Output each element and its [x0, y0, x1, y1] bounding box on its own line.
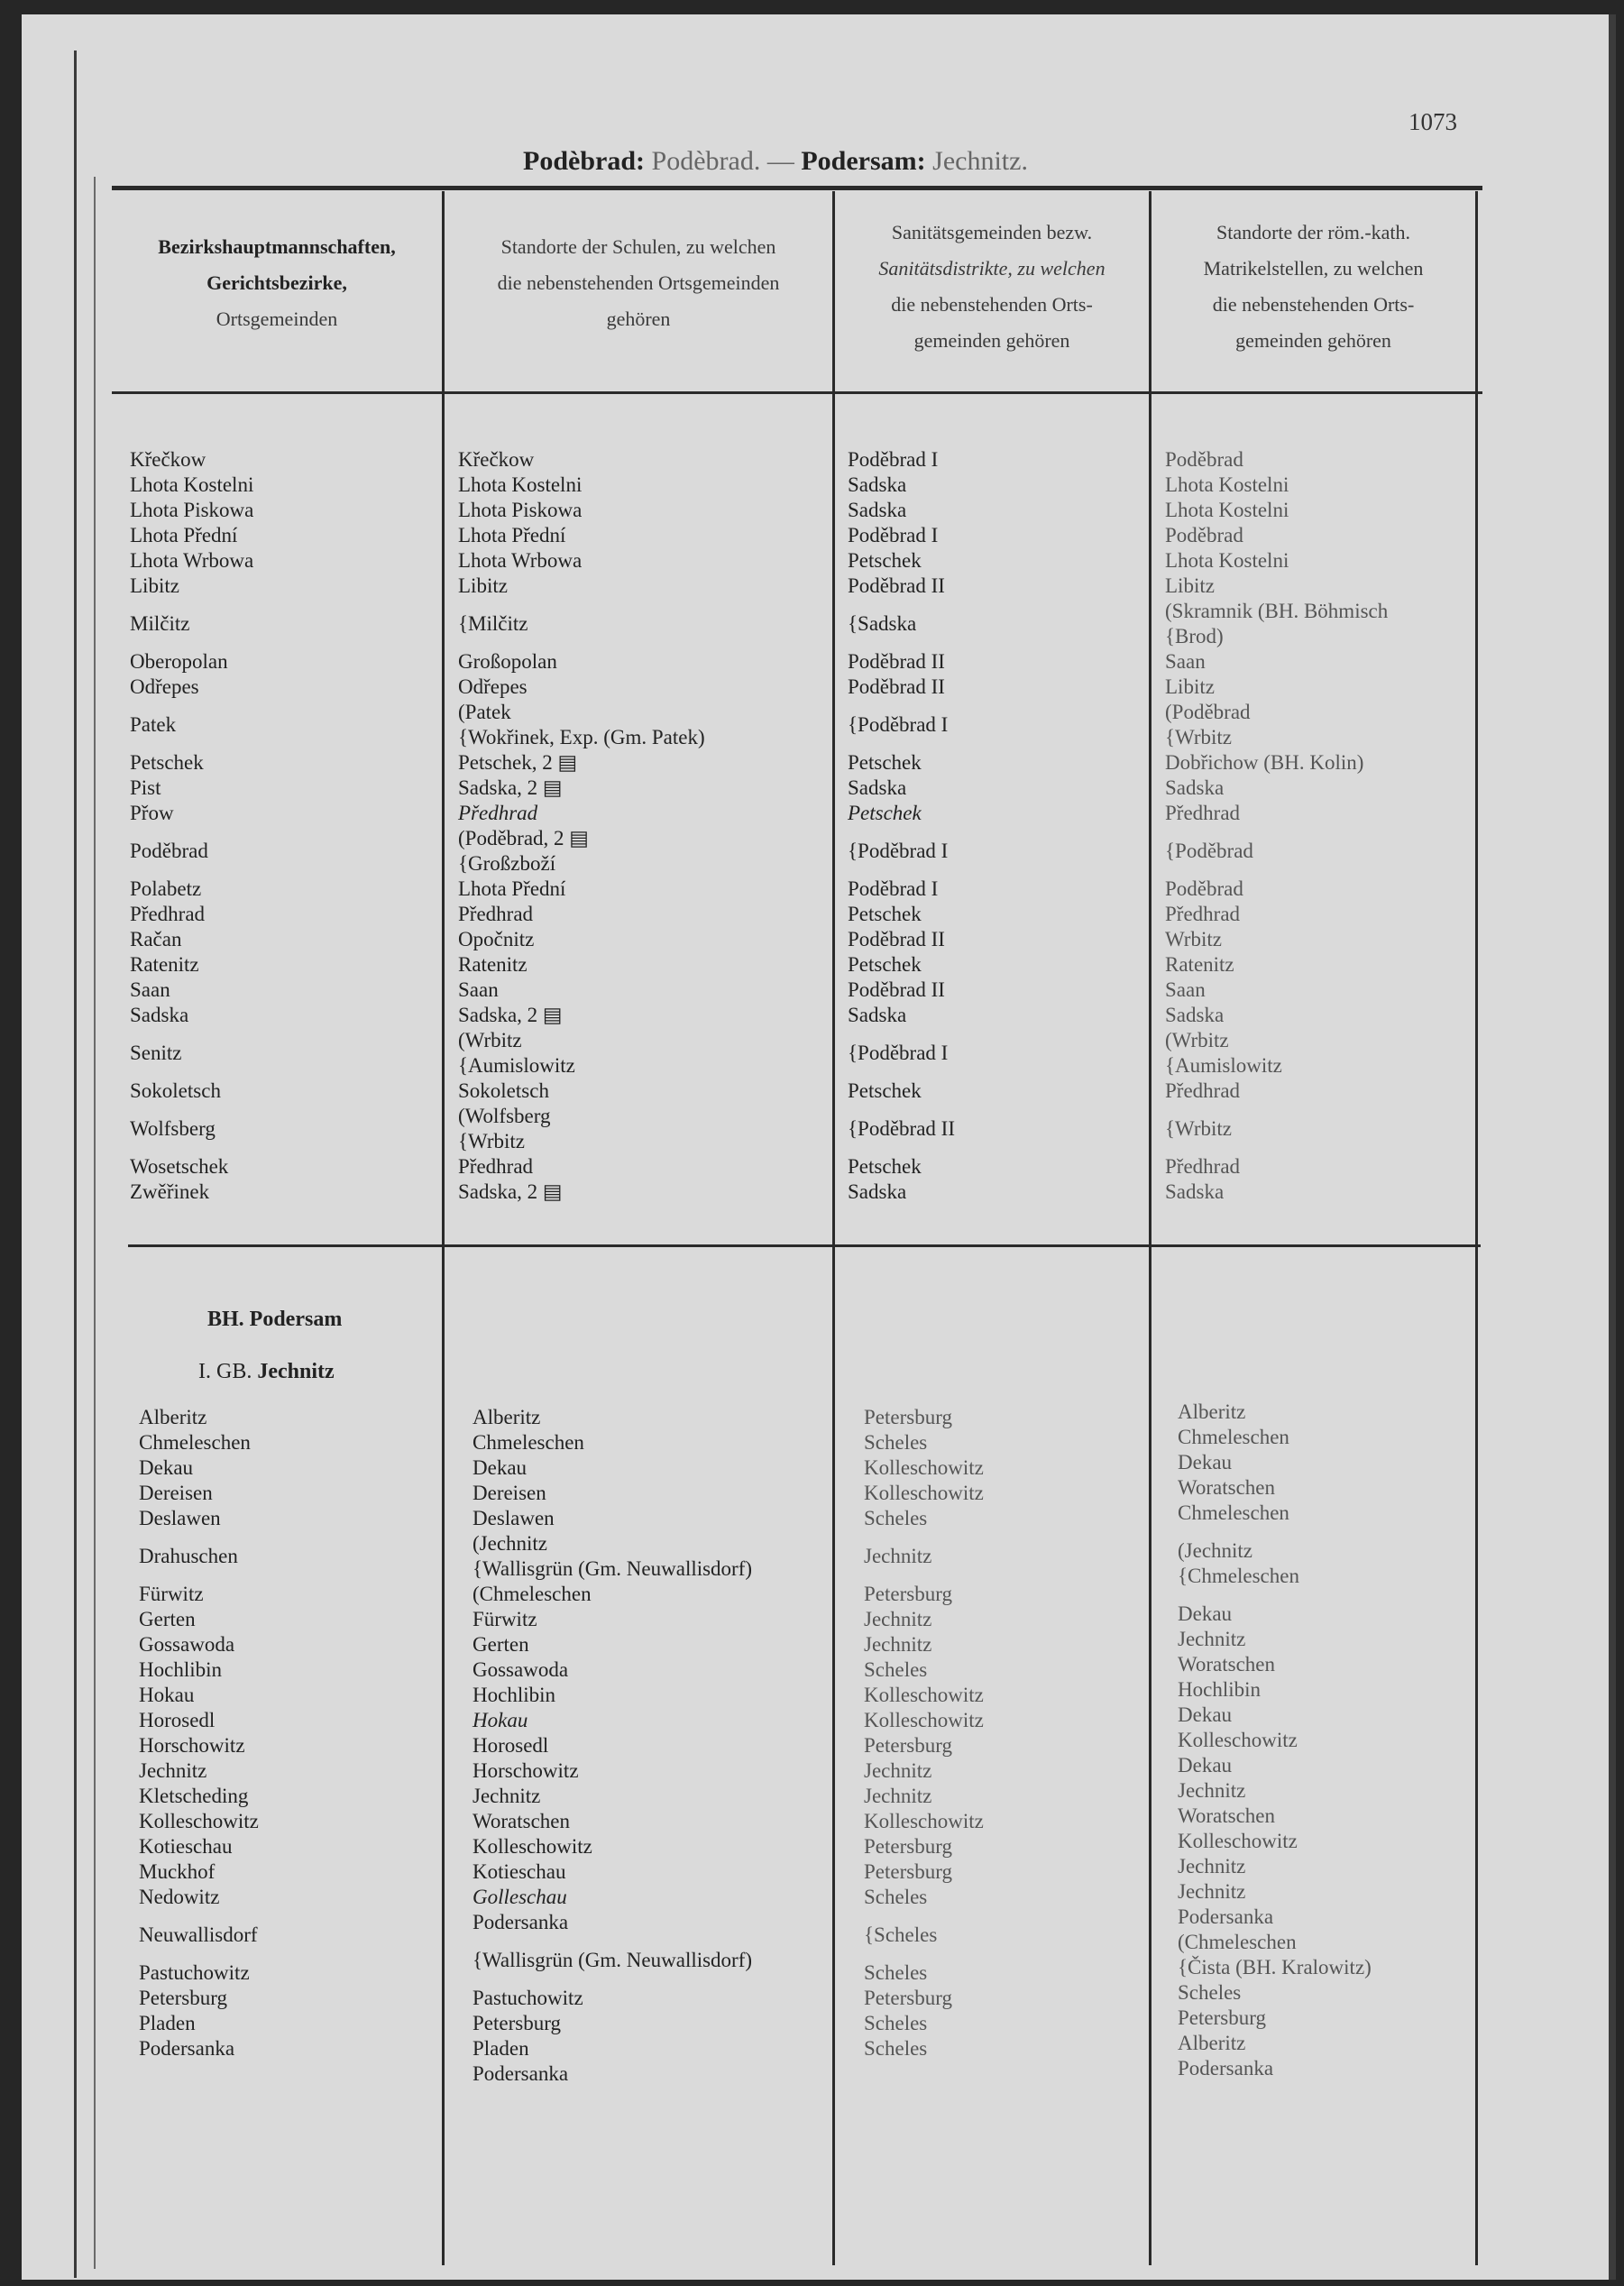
table-cell: {Wrbitz — [458, 1130, 525, 1152]
table-cell: Petschek — [848, 751, 922, 774]
table-cell: Sadska — [848, 473, 907, 496]
table-cell: Woratschen — [1178, 1804, 1275, 1827]
table-cell: {Scheles — [864, 1923, 938, 1946]
section1-parish-registers — [1165, 447, 1388, 1205]
header-line: Matrikelstellen, zu welchen — [1203, 257, 1424, 280]
table-cell: Gossawoda — [139, 1633, 235, 1656]
table-cell: Kotieschau — [473, 1860, 566, 1883]
header-line: die nebenstehenden Orts- — [1212, 293, 1415, 316]
table-cell: Pastuchowitz — [139, 1961, 250, 1984]
table-cell: {Poděbrad I — [848, 840, 949, 862]
table-cell: Lhota Kostelni — [130, 473, 254, 496]
section2-parish-registers — [1178, 1400, 1372, 2081]
table-cell: Lhota Wrbowa — [130, 549, 254, 572]
table-cell: Jechnitz — [1178, 1628, 1246, 1650]
table-cell: Kletscheding — [139, 1785, 249, 1807]
court-name: Jechnitz — [257, 1360, 335, 1383]
table-cell: {Großzboží — [458, 852, 556, 875]
table-cell: Odřepes — [130, 675, 199, 698]
table-cell: Lhota Kostelni — [1165, 549, 1289, 572]
table-cell: Alberitz — [1178, 2032, 1246, 2054]
table-cell: Scheles — [864, 1507, 928, 1529]
row-spacer — [864, 1948, 984, 1960]
table-cell: Petschek — [848, 903, 922, 925]
table-cell: Předhrad — [130, 903, 206, 925]
table-cell: Poděbrad I — [848, 448, 939, 471]
table-cell: Gerten — [473, 1633, 529, 1656]
table-cell: Jechnitz — [864, 1545, 932, 1567]
table-cell: Libitz — [458, 574, 508, 597]
header-line: die nebenstehenden Orts- — [891, 293, 1093, 316]
row-spacer — [139, 1948, 259, 1960]
table-cell: Poděbrad — [1165, 877, 1243, 900]
table-cell: (Chmeleschen — [473, 1583, 592, 1605]
table-cell: Jechnitz — [864, 1633, 932, 1656]
table-cell: (Poděbrad — [1165, 701, 1251, 723]
table-cell: Horschowitz — [139, 1734, 245, 1757]
row-spacer — [848, 1104, 955, 1116]
table-cell: Opočnitz — [458, 928, 535, 950]
table-cell: Sadska — [1165, 776, 1225, 799]
row-spacer — [130, 637, 253, 649]
table-cell: Petersburg — [139, 1987, 227, 2009]
table-cell: Alberitz — [139, 1406, 207, 1428]
row-spacer — [1165, 1104, 1388, 1116]
table-cell: Hochlibin — [1178, 1678, 1261, 1701]
page-number: 1073 — [1408, 108, 1457, 135]
row-spacer — [130, 1066, 253, 1079]
table-cell: Kolleschowitz — [139, 1810, 259, 1832]
row-spacer — [1165, 826, 1388, 839]
table-cell: Sokoletsch — [130, 1079, 221, 1102]
table-cell: (Jechnitz — [1178, 1539, 1253, 1562]
row-spacer — [130, 1028, 253, 1041]
table-cell: Chmeleschen — [1178, 1426, 1289, 1448]
header-col2 — [445, 229, 832, 337]
row-spacer — [848, 864, 955, 877]
table-cell: Poděbrad I — [848, 524, 939, 546]
header-line: Gerichtsbezirke, — [206, 271, 347, 294]
table-cell: Dereisen — [473, 1482, 546, 1504]
table-cell: Jechnitz — [1178, 1779, 1246, 1802]
table-cell: Jechnitz — [1178, 1880, 1246, 1903]
row-spacer — [848, 738, 955, 750]
table-cell: Jechnitz — [473, 1785, 541, 1807]
table-cell: Horschowitz — [473, 1759, 579, 1782]
table-cell: {Aumislowitz — [458, 1054, 575, 1077]
table-cell: Hokau — [473, 1709, 528, 1731]
table-cell: Neuwallisdorf — [139, 1923, 258, 1946]
table-cell: Saan — [458, 978, 499, 1001]
running-head-district-2: Podersam: — [801, 146, 926, 176]
table-cell: Kotieschau — [139, 1835, 233, 1858]
table-cell: Podersanka — [1178, 2057, 1274, 2079]
running-head-court-1: Podèbrad. — [651, 146, 761, 176]
table-cell: {Chmeleschen — [1178, 1565, 1299, 1587]
table-cell: (Skramnik (BH. Böhmisch — [1165, 600, 1389, 622]
header-col3 — [835, 215, 1149, 359]
table-cell: Dekau — [473, 1456, 528, 1479]
table-cell: Horosedl — [139, 1709, 216, 1731]
table-cell: Kolleschowitz — [473, 1835, 592, 1858]
table-cell: Dekau — [139, 1456, 194, 1479]
table-cell: Lhota Piskowa — [130, 499, 254, 521]
row-spacer — [864, 1910, 984, 1923]
column-rule — [1475, 191, 1478, 2265]
table-cell: {Poděbrad I — [848, 713, 949, 736]
table-cell: Petersburg — [1178, 2006, 1266, 2029]
table-cell: {Wrbitz — [1165, 1117, 1232, 1140]
table-cell: Horosedl — [473, 1734, 549, 1757]
table-cell: Ratenitz — [458, 953, 528, 976]
table-cell: Alberitz — [473, 1406, 541, 1428]
table-cell: Poděbrad II — [848, 675, 945, 698]
header-line: Sanitätsgemeinden bezw. — [891, 221, 1093, 243]
table-cell: Přow — [130, 802, 174, 824]
table-cell: Hochlibin — [139, 1658, 222, 1681]
table-cell: Gerten — [139, 1608, 196, 1630]
court-heading — [198, 1360, 335, 1384]
table-cell: Petersburg — [864, 1583, 952, 1605]
row-spacer — [848, 599, 955, 611]
table-cell: (Wolfsberg — [458, 1105, 551, 1127]
row-spacer — [1165, 864, 1388, 877]
table-cell: Muckhof — [139, 1860, 216, 1883]
section2-school-locations — [473, 1405, 752, 2087]
table-cell: Sadska — [848, 1180, 907, 1203]
row-spacer — [864, 1569, 984, 1582]
row-spacer — [139, 1569, 259, 1582]
table-cell: Saan — [1165, 650, 1206, 673]
row-spacer — [130, 738, 253, 750]
table-cell: Fürwitz — [139, 1583, 204, 1605]
running-head — [22, 146, 1529, 177]
table-cell: Sadska — [848, 499, 907, 521]
table-cell: Ratenitz — [130, 953, 199, 976]
table-cell: Poděbrad II — [848, 928, 945, 950]
table-cell: {Poděbrad II — [848, 1117, 955, 1140]
table-cell: Hokau — [139, 1684, 195, 1706]
table-cell: {Wrbitz — [1165, 726, 1232, 748]
table-cell: {Aumislowitz — [1165, 1054, 1282, 1077]
header-line: Bezirkshauptmannschaften, — [158, 235, 396, 258]
row-spacer — [130, 700, 253, 712]
table-cell: Poděbrad — [130, 840, 208, 862]
binding-line — [74, 50, 77, 2278]
table-cell: Podersanka — [473, 2062, 569, 2085]
table-cell: Libitz — [1165, 675, 1215, 698]
table-cell: (Jechnitz — [473, 1532, 548, 1555]
row-spacer — [848, 826, 955, 839]
document-page — [22, 14, 1616, 2280]
table-cell: Předhrad — [1165, 1155, 1241, 1178]
table-header-rule — [112, 391, 1482, 394]
table-cell: Poděbrad II — [848, 574, 945, 597]
table-cell: Lhota Wrbowa — [458, 549, 583, 572]
table-cell: {Wallisgrün (Gm. Neuwallisdorf) — [473, 1557, 753, 1580]
district-heading: BH. Podersam — [207, 1308, 343, 1331]
row-spacer — [130, 1142, 253, 1154]
table-cell: Pladen — [473, 2037, 529, 2060]
table-cell: Petschek — [848, 802, 922, 824]
table-cell: Sadska, 2 ▤ — [458, 776, 563, 799]
table-cell: (Wrbitz — [458, 1029, 522, 1051]
table-cell: Großopolan — [458, 650, 557, 673]
table-cell: Petersburg — [864, 1734, 952, 1757]
table-cell: Petschek, 2 ▤ — [458, 751, 578, 774]
section1-sanitary-districts — [848, 447, 955, 1205]
table-cell: Předhrad — [1165, 903, 1241, 925]
table-cell: Petschek — [130, 751, 204, 774]
table-cell: Předhrad — [458, 802, 538, 824]
table-cell: Odřepes — [458, 675, 528, 698]
row-spacer — [1178, 1589, 1372, 1602]
table-cell: Drahuschen — [139, 1545, 238, 1567]
table-cell: {Wallisgrün (Gm. Neuwallisdorf) — [473, 1949, 753, 1971]
table-cell: Milčitz — [130, 612, 190, 635]
table-cell: Woratschen — [473, 1810, 570, 1832]
table-cell: Předhrad — [1165, 802, 1241, 824]
header-line: gemeinden gehören — [913, 329, 1070, 352]
table-cell: Pastuchowitz — [473, 1987, 583, 2009]
table-cell: Wosetschek — [130, 1155, 229, 1178]
section1-school-locations — [458, 447, 705, 1205]
header-line: gemeinden gehören — [1235, 329, 1391, 352]
column-rule — [832, 191, 835, 2265]
table-cell: Křečkow — [130, 448, 206, 471]
table-cell: Kolleschowitz — [864, 1684, 984, 1706]
table-cell: Dobřichow (BH. Kolin) — [1165, 751, 1364, 774]
row-spacer — [473, 1935, 752, 1948]
table-cell: Scheles — [864, 1658, 928, 1681]
section1-municipalities — [130, 447, 253, 1205]
table-cell: Dekau — [1178, 1602, 1233, 1625]
table-cell: Kolleschowitz — [1178, 1830, 1298, 1852]
table-cell: Sadska, 2 ▤ — [458, 1004, 563, 1026]
row-spacer — [1165, 1142, 1388, 1154]
table-cell: Scheles — [864, 1961, 928, 1984]
table-cell: Předhrad — [458, 903, 534, 925]
table-cell: Lhota Přední — [458, 524, 566, 546]
table-cell: Lhota Kostelni — [1165, 473, 1289, 496]
running-head-court-2: Jechnitz. — [932, 146, 1028, 176]
table-cell: Lhota Přední — [458, 877, 566, 900]
table-cell: Ratenitz — [1165, 953, 1234, 976]
table-cell: Kolleschowitz — [864, 1456, 984, 1479]
table-cell: Dekau — [1178, 1703, 1233, 1726]
header-line: Standorte der Schulen, zu welchen — [500, 235, 776, 258]
row-spacer — [473, 1973, 752, 1986]
row-spacer — [130, 826, 253, 839]
table-cell: Petschek — [848, 1155, 922, 1178]
table-cell: Scheles — [864, 2012, 928, 2034]
table-cell: Chmeleschen — [1178, 1501, 1289, 1524]
column-rule — [1149, 191, 1151, 2265]
table-cell: Sokoletsch — [458, 1079, 549, 1102]
row-spacer — [139, 1531, 259, 1544]
table-cell: {Wokřinek, Exp. (Gm. Patek) — [458, 726, 705, 748]
table-cell: Woratschen — [1178, 1653, 1275, 1675]
table-cell: Libitz — [130, 574, 179, 597]
table-cell: Nedowitz — [139, 1886, 220, 1908]
table-cell: Jechnitz — [139, 1759, 207, 1782]
table-cell: Hochlibin — [473, 1684, 555, 1706]
table-cell: Sadska — [1165, 1004, 1225, 1026]
table-cell: Scheles — [1178, 1981, 1242, 2004]
table-cell: Lhota Piskowa — [458, 499, 583, 521]
row-spacer — [130, 1104, 253, 1116]
row-spacer — [130, 864, 253, 877]
table-cell: Scheles — [864, 1886, 928, 1908]
table-cell: Sadska — [130, 1004, 189, 1026]
table-cell: Pladen — [139, 2012, 196, 2034]
table-cell: Deslawen — [473, 1507, 555, 1529]
table-cell: Petersburg — [864, 1406, 952, 1428]
row-spacer — [139, 1910, 259, 1923]
table-cell: Senitz — [130, 1042, 182, 1064]
table-cell: Poděbrad — [1165, 524, 1243, 546]
table-cell: (Patek — [458, 701, 511, 723]
table-cell: Petersburg — [864, 1987, 952, 2009]
table-cell: {Brod) — [1165, 625, 1224, 647]
header-line: Sanitätsdistrikte, zu welchen — [878, 257, 1106, 280]
table-cell: Sadska — [848, 1004, 907, 1026]
table-cell: Woratschen — [1178, 1476, 1275, 1499]
table-cell: {Poděbrad I — [848, 1042, 949, 1064]
row-spacer — [848, 700, 955, 712]
table-cell: Golleschau — [473, 1886, 567, 1908]
table-cell: Alberitz — [1178, 1400, 1246, 1423]
row-spacer — [864, 1531, 984, 1544]
running-head-district-1: Podèbrad: — [523, 146, 646, 176]
table-cell: Poděbrad II — [848, 978, 945, 1001]
row-spacer — [848, 1066, 955, 1079]
column-rule — [442, 191, 445, 2265]
table-cell: Scheles — [864, 1431, 928, 1454]
table-cell: Pist — [130, 776, 161, 799]
table-cell: Fürwitz — [473, 1608, 537, 1630]
table-cell: Předhrad — [1165, 1079, 1241, 1102]
table-cell: Poděbrad II — [848, 650, 945, 673]
table-cell: {Sadska — [848, 612, 917, 635]
table-cell: Petersburg — [864, 1860, 952, 1883]
binding-line — [94, 177, 96, 2269]
table-cell: Deslawen — [139, 1507, 221, 1529]
running-head-separator: — — [766, 146, 794, 176]
table-cell: Chmeleschen — [473, 1431, 584, 1454]
table-cell: Sadska, 2 ▤ — [458, 1180, 563, 1203]
table-cell: Polabetz — [130, 877, 202, 900]
table-cell: Dekau — [1178, 1451, 1233, 1474]
page-edge — [1609, 14, 1616, 2280]
row-spacer — [848, 1028, 955, 1041]
table-cell: Podersanka — [139, 2037, 235, 2060]
table-cell: Petschek — [848, 1079, 922, 1102]
table-cell: Wrbitz — [1165, 928, 1222, 950]
table-cell: (Poděbrad, 2 ▤ — [458, 827, 590, 849]
header-line: Standorte der röm.-kath. — [1216, 221, 1411, 243]
table-cell: Kolleschowitz — [864, 1810, 984, 1832]
row-spacer — [1178, 1526, 1372, 1538]
table-cell: Podersanka — [473, 1911, 569, 1933]
table-cell: Wolfsberg — [130, 1117, 216, 1140]
table-cell: {Milčitz — [458, 612, 528, 635]
table-cell: Petersburg — [864, 1835, 952, 1858]
table-cell: Petschek — [848, 953, 922, 976]
table-cell: Saan — [130, 978, 170, 1001]
row-spacer — [458, 599, 705, 611]
table-cell: Poděbrad I — [848, 877, 939, 900]
table-cell: Křečkow — [458, 448, 535, 471]
table-cell: Lhota Kostelni — [1165, 499, 1289, 521]
table-cell: Saan — [1165, 978, 1206, 1001]
table-cell: Předhrad — [458, 1155, 534, 1178]
table-cell: Jechnitz — [864, 1759, 932, 1782]
table-cell: Lhota Přední — [130, 524, 238, 546]
header-col4 — [1151, 215, 1475, 359]
header-line: Ortsgemeinden — [216, 308, 338, 330]
header-line: die nebenstehenden Ortsgemeinden — [497, 271, 780, 294]
table-cell: {Čista (BH. Kralowitz) — [1178, 1956, 1372, 1978]
table-cell: Petersburg — [473, 2012, 561, 2034]
row-spacer — [848, 637, 955, 649]
table-cell: Račan — [130, 928, 182, 950]
table-cell: Kolleschowitz — [1178, 1729, 1298, 1751]
table-cell: Kolleschowitz — [864, 1709, 984, 1731]
table-cell: Podersanka — [1178, 1905, 1274, 1928]
section2-municipalities — [139, 1405, 259, 2061]
table-cell: {Poděbrad — [1165, 840, 1253, 862]
table-cell: Sadska — [848, 776, 907, 799]
header-line: gehören — [606, 308, 671, 330]
table-cell: Patek — [130, 713, 177, 736]
table-cell: Zwěřinek — [130, 1180, 210, 1203]
table-cell: Oberopolan — [130, 650, 228, 673]
table-cell: Jechnitz — [864, 1785, 932, 1807]
table-cell: Dekau — [1178, 1754, 1233, 1776]
section-rule — [128, 1244, 1481, 1247]
table-cell: Poděbrad — [1165, 448, 1243, 471]
table-cell: Chmeleschen — [139, 1431, 251, 1454]
table-cell: Sadska — [1165, 1180, 1225, 1203]
row-spacer — [458, 637, 705, 649]
row-spacer — [130, 599, 253, 611]
table-cell: Libitz — [1165, 574, 1215, 597]
table-cell: Kolleschowitz — [864, 1482, 984, 1504]
table-cell: Gossawoda — [473, 1658, 569, 1681]
table-cell: Petschek — [848, 549, 922, 572]
court-prefix: I. GB. — [198, 1360, 252, 1383]
header-col1 — [112, 229, 442, 337]
section2-sanitary-districts — [864, 1405, 984, 2061]
table-cell: Jechnitz — [864, 1608, 932, 1630]
table-cell: (Chmeleschen — [1178, 1931, 1297, 1953]
table-cell: (Wrbitz — [1165, 1029, 1229, 1051]
table-cell: Scheles — [864, 2037, 928, 2060]
table-top-rule — [112, 186, 1482, 190]
table-cell: Dereisen — [139, 1482, 213, 1504]
table-cell: Lhota Kostelni — [458, 473, 583, 496]
table-cell: Jechnitz — [1178, 1855, 1246, 1877]
row-spacer — [848, 1142, 955, 1154]
